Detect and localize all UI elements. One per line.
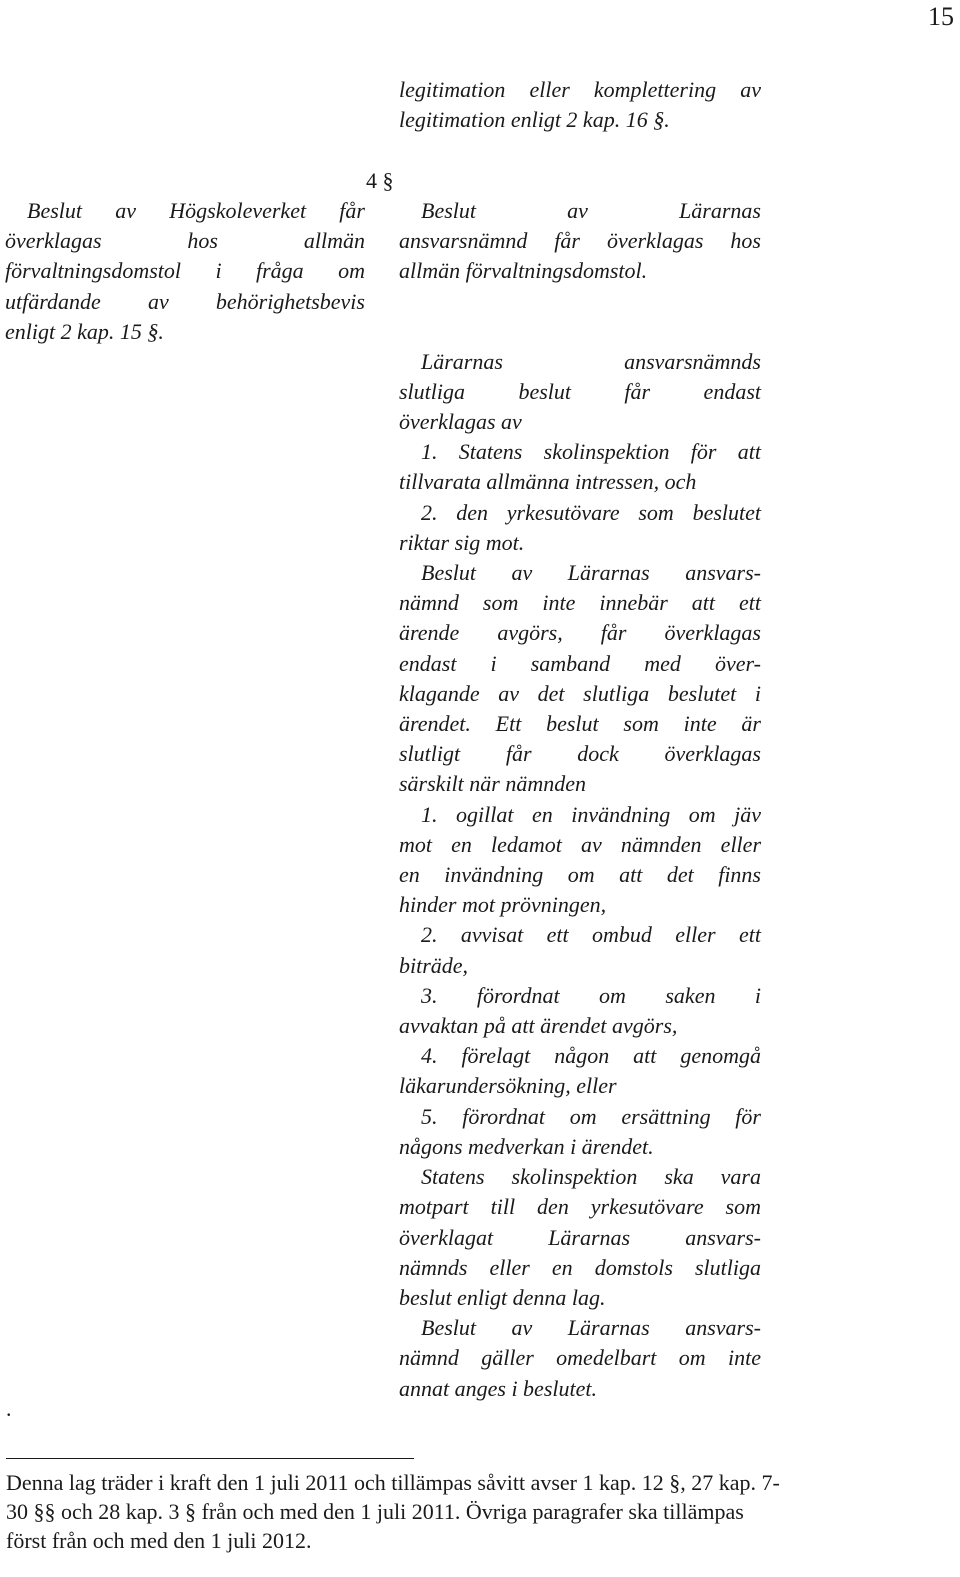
text-line: en invändning om att det finns (399, 862, 761, 888)
top-column-text (399, 75, 761, 135)
text-line: ansvarsnämnd får överklagas hos (399, 228, 761, 254)
page-number: 15 (928, 2, 954, 31)
text-line: biträde, (399, 952, 469, 978)
text-line: annat anges i beslutet. (399, 1375, 597, 1401)
text-line: Lärarnas ansvarsnämnds (421, 348, 761, 374)
text-line: Beslut av Högskoleverket får (27, 198, 365, 223)
footnote-line: Denna lag träder i kraft den 1 juli 2011 och tillämpas såvitt avser 1 kap. 12 §, 27 kap. 7- (6, 1470, 780, 1495)
footnote-line: 30 §§ och 28 kap. 3 § från och med den 1 juli 2011. Övriga paragrafer ska tillämpas (6, 1499, 744, 1524)
text-line: legitimation enligt 2 kap. 16 §. (399, 107, 670, 133)
text-line: överklagas hos allmän (5, 228, 365, 254)
left-column-text (5, 196, 365, 347)
text-line: allmän förvaltningsdomstol. (399, 258, 648, 284)
text-line: ärende avgörs, får överklagas (399, 620, 761, 646)
text-line: någons medverkan i ärendet. (399, 1133, 654, 1159)
text-line: utfärdande av behörighetsbevis (5, 288, 365, 314)
text-line: riktar sig mot. (399, 529, 525, 555)
text-line: överklagas av (399, 409, 522, 435)
text-line: slutliga beslut får endast (399, 378, 761, 404)
footnote (6, 1468, 954, 1555)
main-column-text (399, 196, 761, 1404)
text-line: 3. förordnat om saken i (421, 982, 761, 1008)
text-line: Beslut av Lärarnas ansvars- (421, 560, 761, 586)
text-line: 5. förordnat om ersättning för (421, 1103, 761, 1129)
text-line: ärendet. Ett beslut som inte är (399, 711, 761, 737)
text-line: legitimation eller komplettering av (399, 77, 761, 102)
stray-mark: . (6, 1396, 12, 1421)
text-line: hinder mot prövningen, (399, 892, 607, 918)
footnote-separator (6, 1458, 414, 1459)
section-label: 4 § (366, 168, 394, 193)
text-line: slutligt får dock överklagas (399, 741, 761, 767)
text-line: tillvarata allmänna intressen, och (399, 469, 697, 495)
text-line: 2. avvisat ett ombud eller ett (421, 922, 761, 948)
text-line: nämnd som inte innebär att ett (399, 590, 761, 616)
text-line: 1. Statens skolinspektion för att (421, 439, 761, 465)
text-line: förvaltningsdomstol i fråga om (5, 258, 365, 284)
text-line: klagande av det slutliga beslutet i (399, 680, 761, 706)
text-line: nämnd gäller omedelbart om inte (399, 1345, 761, 1371)
text-line: enligt 2 kap. 15 §. (5, 318, 164, 344)
text-line: 2. den yrkesutövare som beslutet (421, 499, 761, 525)
text-line: 4. förelagt någon att genomgå (421, 1043, 761, 1069)
text-line: nämnds eller en domstols slutliga (399, 1254, 761, 1280)
text-line: avvaktan på att ärendet avgörs, (399, 1013, 678, 1039)
text-line: särskilt när nämnden (399, 771, 586, 797)
text-line: läkarundersökning, eller (399, 1073, 617, 1099)
text-line: endast i samband med över- (399, 650, 761, 676)
text-line: motpart till den yrkesutövare som (399, 1194, 761, 1220)
text-line: Beslut av Lärarnas ansvars- (421, 1315, 761, 1341)
text-line: Statens skolinspektion ska vara (421, 1164, 761, 1190)
text-line: Beslut av Lärarnas (421, 198, 761, 223)
footnote-line: först från och med den 1 juli 2012. (6, 1528, 312, 1553)
text-line: överklagat Lärarnas ansvars- (399, 1224, 761, 1250)
text-line: beslut enligt denna lag. (399, 1284, 606, 1310)
text-line: 1. ogillat en invändning om jäv (421, 801, 761, 827)
text-line: mot en ledamot av nämnden eller (399, 831, 761, 857)
